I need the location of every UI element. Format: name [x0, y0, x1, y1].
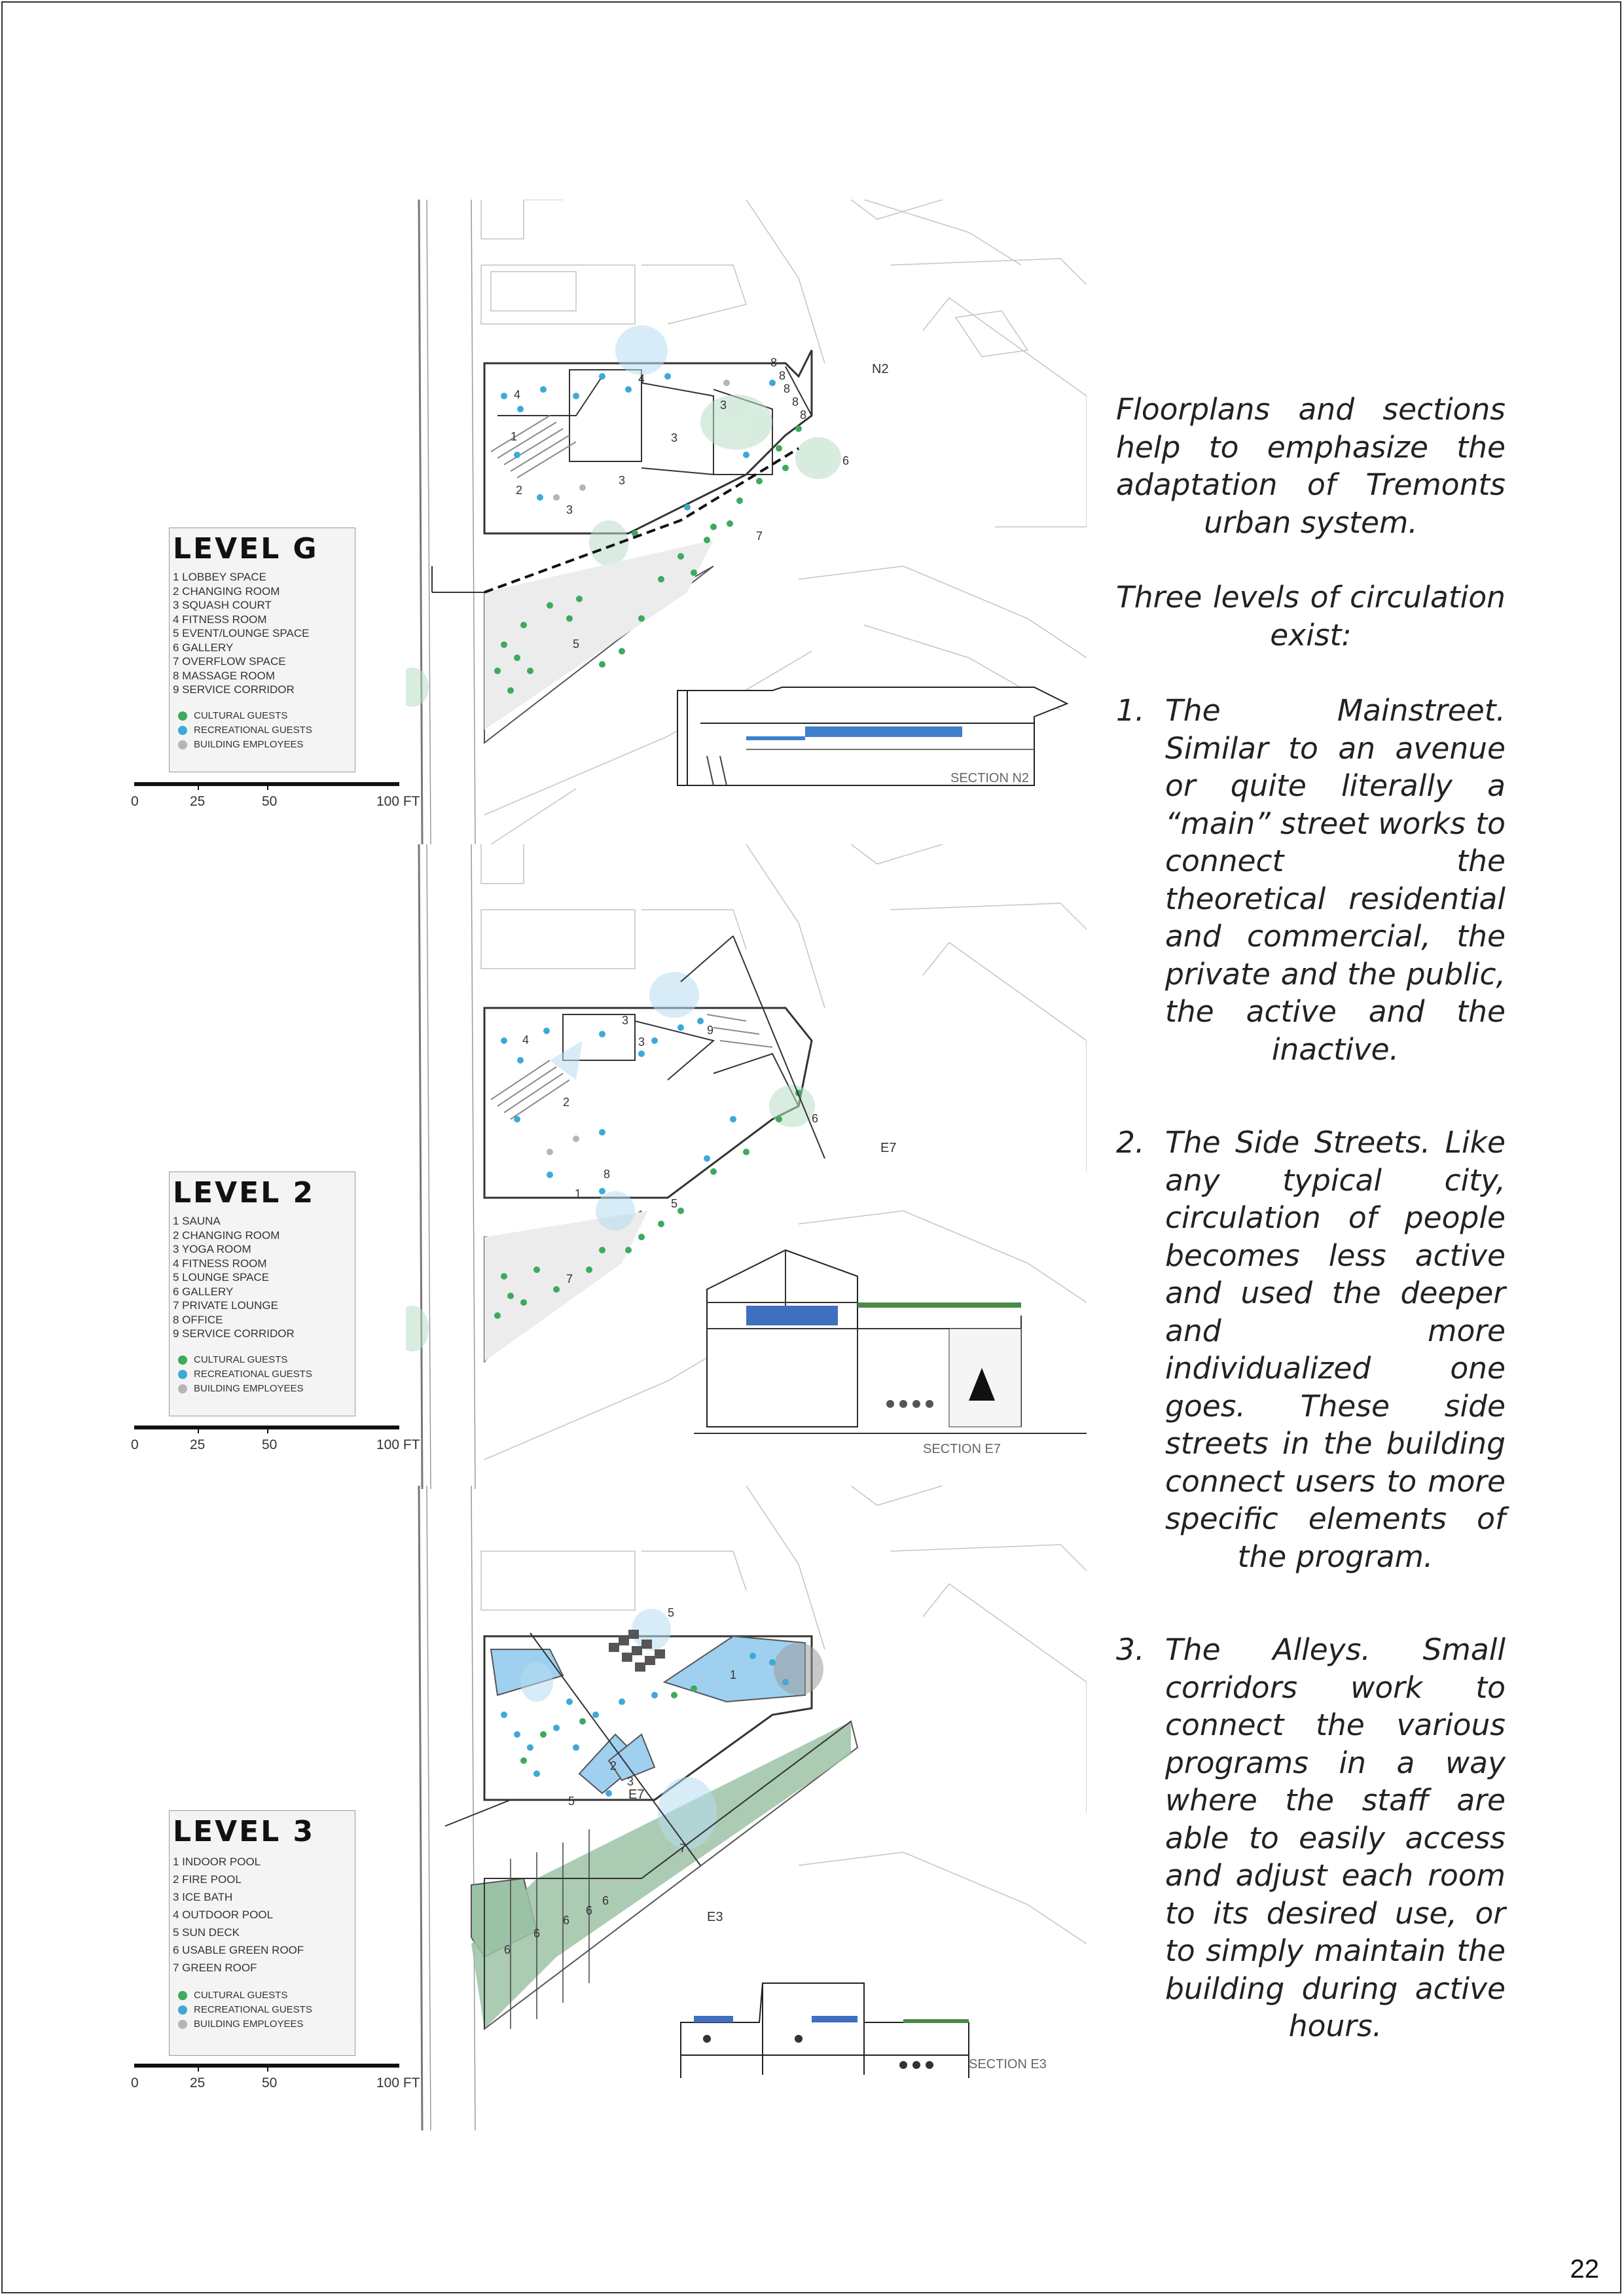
item-text: The Side Streets. Like any typical city, circulation of people becomes less active and used the deeper and more individualized one goes. These side streets in the building connect users to more specific elements of the program.	[1165, 1125, 1506, 1574]
scale-tick	[198, 1426, 199, 1433]
legend-item: 7 GREEN ROOF	[173, 1962, 257, 1974]
guest-cultural	[173, 1988, 352, 2003]
legend-item: 7 OVERFLOW SPACE	[173, 655, 286, 668]
plan-level-2	[406, 844, 1087, 1489]
employees-dot-icon	[178, 2020, 187, 2029]
room-label: 8	[800, 408, 807, 422]
floorplan-level-3	[406, 1486, 1087, 2130]
cultural-dot-icon	[178, 1355, 187, 1365]
room-label: 3	[638, 1035, 645, 1049]
section-e7	[694, 1250, 1087, 1456]
legend-item: 2 CHANGING ROOM	[173, 584, 280, 598]
scale-label: 0	[131, 2075, 139, 2090]
room-label: 6	[842, 454, 850, 467]
circulation-item-side-streets	[1116, 1124, 1506, 1575]
scale-label: 25	[190, 2075, 206, 2090]
legend-item: 5 EVENT/LOUNGE SPACE	[173, 627, 310, 639]
room-label: 5	[573, 637, 580, 651]
section-e3	[681, 1983, 1047, 2078]
scale-bar-level-3	[131, 2064, 439, 2096]
section-label: SECTION N2	[950, 771, 1030, 785]
intro-paragraph	[1116, 391, 1506, 541]
room-label: 3	[622, 1014, 629, 1027]
room-label: 2	[516, 484, 523, 497]
level-title: LEVEL 3	[173, 1815, 316, 1848]
room-label: 8	[779, 369, 786, 382]
room-label: 5	[671, 1197, 678, 1210]
room-label: 6	[812, 1112, 819, 1125]
levels-intro-text: Three levels of circulation exist:	[1116, 580, 1506, 653]
guest-legend	[173, 1353, 352, 1396]
room-label: 8	[792, 395, 799, 408]
guest-legend	[173, 1988, 352, 2032]
scale-tick	[267, 2064, 268, 2072]
room-label: 4	[514, 388, 521, 401]
scale-label: 0	[131, 1437, 139, 1452]
employees-dot-icon	[178, 1384, 187, 1393]
item-number: 1.	[1116, 693, 1145, 728]
guest-label: CULTURAL GUESTS	[194, 709, 288, 721]
plan-level-g	[406, 200, 1087, 844]
room-label: 3	[627, 1775, 634, 1788]
room-label: 2	[563, 1096, 570, 1109]
legend-item: 7 PRIVATE LOUNGE	[173, 1299, 278, 1312]
scale-label: 100 FT	[376, 2075, 420, 2090]
guest-label: RECREATIONAL GUESTS	[194, 1368, 312, 1380]
item-text: The Alleys. Small corridors work to connect the various programs in a way where the staff are able to easily access and adjust each room to its desired use, or to simply maintain the building during active hours.	[1165, 1632, 1506, 2043]
room-label: 9	[707, 1024, 714, 1037]
level-title: LEVEL G	[173, 532, 319, 565]
scale-label: 50	[262, 794, 278, 809]
room-label: 6	[586, 1904, 593, 1917]
room-label: 3	[619, 474, 626, 487]
guest-label: BUILDING EMPLOYEES	[194, 2018, 304, 2030]
scale-tick	[267, 1426, 268, 1433]
legend-item: 9 SERVICE CORRIDOR	[173, 1327, 295, 1340]
guest-label: BUILDING EMPLOYEES	[194, 738, 304, 750]
room-label: 4	[522, 1033, 530, 1047]
recreational-dot-icon	[178, 1370, 187, 1379]
legend-item: 9 SERVICE CORRIDOR	[173, 683, 295, 696]
room-label: 5	[568, 1795, 575, 1808]
scale-tick	[198, 782, 199, 790]
scale-label: 100 FT	[376, 794, 420, 809]
room-label: 6	[602, 1894, 609, 1907]
scale-bar-level-g	[131, 782, 439, 815]
cultural-dot-icon	[178, 711, 187, 721]
guest-label: CULTURAL GUESTS	[194, 1354, 288, 1365]
room-label: 6	[504, 1943, 511, 1956]
plan-level-3	[406, 1486, 1087, 2130]
guest-recreational	[173, 2003, 352, 2017]
legend-item: 1 INDOOR POOL	[173, 1856, 261, 1868]
legend-item: 6 USABLE GREEN ROOF	[173, 1944, 304, 1956]
room-label: 1	[511, 430, 518, 443]
guest-employees	[173, 738, 352, 752]
legend-item: 4 FITNESS ROOM	[173, 613, 267, 626]
guest-employees	[173, 1382, 352, 1396]
legend-item: 8 MASSAGE ROOM	[173, 669, 275, 682]
circulation-item-mainstreet	[1116, 692, 1506, 1068]
item-number: 3.	[1116, 1632, 1145, 1667]
guest-recreational	[173, 1367, 352, 1382]
scale-label: 100 FT	[376, 1437, 420, 1452]
scale-label: 50	[262, 2075, 278, 2090]
legend-item: 2 FIRE POOL	[173, 1873, 242, 1886]
legend-item: 3 YOGA ROOM	[173, 1243, 251, 1255]
legend-item: 5 SUN DECK	[173, 1926, 240, 1939]
guest-legend	[173, 709, 352, 752]
room-label: 5	[668, 1606, 675, 1619]
scale-tick	[198, 2064, 199, 2072]
legend-item: 4 FITNESS ROOM	[173, 1257, 267, 1270]
level-title: LEVEL 2	[173, 1176, 316, 1210]
guest-cultural	[173, 709, 352, 723]
room-label: 8	[784, 382, 791, 395]
pool-marker-label: E7	[628, 1787, 645, 1802]
legend-item: 3 SQUASH COURT	[173, 599, 272, 611]
legend-item: 6 GALLERY	[173, 1285, 234, 1298]
legend-level-g	[169, 528, 355, 772]
room-label: 6	[563, 1914, 570, 1927]
section-label: SECTION E7	[923, 1442, 1001, 1456]
room-label: 8	[604, 1168, 611, 1181]
room-label: 7	[566, 1272, 573, 1285]
legend-item: 5 LOUNGE SPACE	[173, 1271, 270, 1283]
guest-label: RECREATIONAL GUESTS	[194, 724, 312, 736]
scale-label: 25	[190, 1437, 206, 1452]
item-number: 2.	[1116, 1125, 1145, 1160]
room-label: 4	[638, 372, 645, 386]
room-label: 1	[730, 1668, 737, 1681]
scale-tick	[267, 782, 268, 790]
item-text: The Mainstreet. Similar to an avenue or quite literally a “main” street works to connect the theoretical residential and commercial, the private and the public, the active and the inactive.	[1165, 693, 1506, 1067]
circulation-item-alleys	[1116, 1631, 1506, 2045]
legend-item: 8 OFFICE	[173, 1313, 223, 1326]
room-label: 3	[720, 399, 727, 412]
room-label: 8	[770, 356, 778, 369]
floorplan-level-2	[406, 844, 1087, 1489]
section-marker-label: E7	[880, 1141, 897, 1155]
section-marker-label: E3	[707, 1910, 723, 1924]
guest-label: CULTURAL GUESTS	[194, 1990, 288, 2001]
page-number: 22	[1570, 2255, 1599, 2284]
legend-item: 3 ICE BATH	[173, 1891, 233, 1903]
legend-item: 2 CHANGING ROOM	[173, 1229, 280, 1242]
guest-label: RECREATIONAL GUESTS	[194, 2004, 312, 2015]
section-marker-label: N2	[872, 362, 889, 376]
legend-level-3	[169, 1810, 355, 2056]
scale-label: 0	[131, 794, 139, 809]
floorplan-level-g	[406, 200, 1087, 844]
recreational-dot-icon	[178, 726, 187, 735]
room-label: 6	[533, 1927, 541, 1940]
legend-item: 4 OUTDOOR POOL	[173, 1909, 274, 1921]
legend-item: 1 SAUNA	[173, 1215, 221, 1227]
room-label: 2	[610, 1759, 617, 1772]
room-label: 3	[566, 503, 573, 516]
guest-label: BUILDING EMPLOYEES	[194, 1382, 304, 1394]
recreational-dot-icon	[178, 2005, 187, 2015]
levels-intro-paragraph	[1116, 579, 1506, 654]
legend-item: 6 GALLERY	[173, 641, 234, 654]
room-label: 1	[575, 1187, 582, 1200]
section-label: SECTION E3	[969, 2057, 1047, 2072]
section-n2	[677, 687, 1067, 785]
guest-employees	[173, 2017, 352, 2032]
scale-label: 50	[262, 1437, 278, 1452]
scale-label: 25	[190, 794, 206, 809]
guest-recreational	[173, 723, 352, 738]
legend-level-2	[169, 1172, 355, 1416]
guest-cultural	[173, 1353, 352, 1367]
employees-dot-icon	[178, 740, 187, 749]
room-label: 7	[756, 529, 763, 543]
scale-bar-level-2	[131, 1426, 439, 1458]
room-label: 7	[679, 1842, 687, 1855]
intro-text: Floorplans and sections help to emphasize the adaptation of Tremonts urban system.	[1116, 392, 1506, 540]
legend-item: 1 LOBBEY SPACE	[173, 571, 266, 583]
cultural-dot-icon	[178, 1991, 187, 2000]
room-label: 3	[671, 431, 678, 444]
